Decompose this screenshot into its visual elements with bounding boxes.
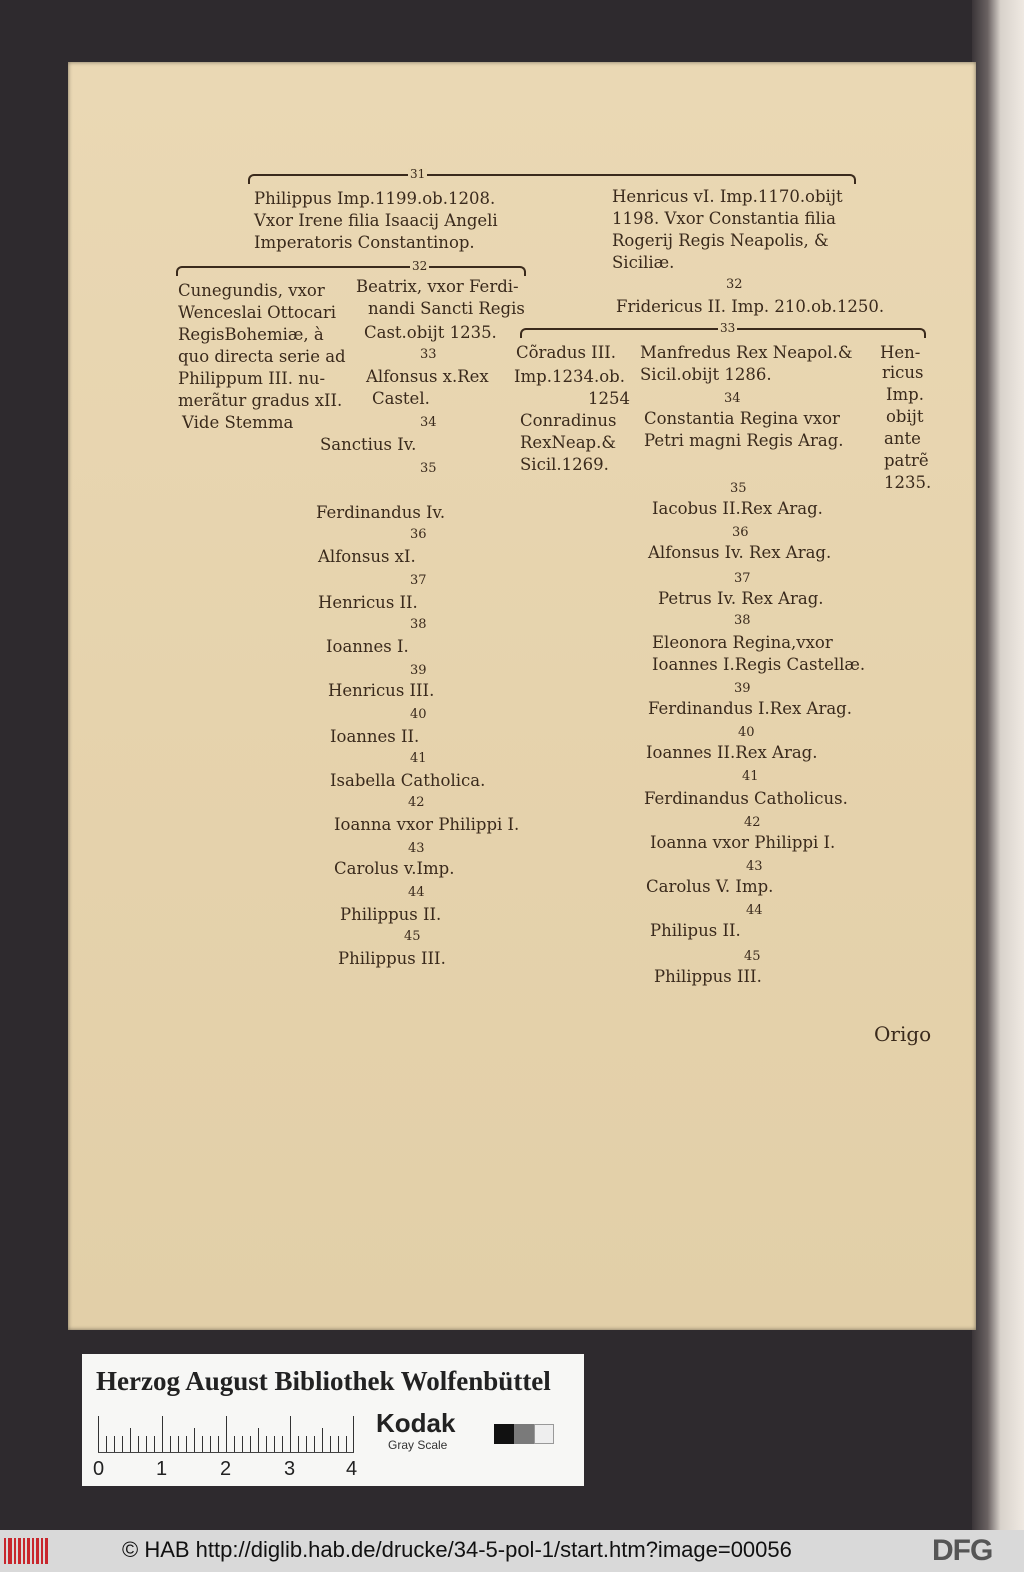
text-line: 1254 [588,389,630,408]
degree-number: 41 [410,751,427,766]
degree-number: 45 [404,929,421,944]
text-line: RegisBohemiæ, à [178,325,324,344]
text-line: obijt [886,407,924,426]
text-line: ricus [882,363,924,382]
ruler-name: Castel. [372,389,430,408]
text-line: 1235. [884,473,932,492]
ruler-name: Ioanna vxor Philippi I. [334,815,520,834]
text-line: Manfredus Rex Neapol.& [640,343,853,362]
text-line: Rogerij Regis Neapolis, & [612,231,829,250]
text-line: merãtur gradus xII. [178,391,343,410]
degree-number: 37 [734,571,751,586]
ruler-name: Ioanna vxor Philippi I. [650,833,836,852]
ruler-name: Carolus V. Imp. [646,877,774,896]
dfg-logo: DFG [932,1534,993,1567]
degree-number: 32 [726,277,743,292]
ruler-name: Petrus Iv. Rex Arag. [658,589,824,608]
ruler-name: Alfonsus x.Rex [366,367,489,386]
ruler-name: Philippus III. [654,967,762,986]
text-line: nandi Sancti Regis [368,299,525,318]
gray-scale-label: Gray Scale [388,1438,448,1452]
degree-number: 42 [408,795,425,810]
degree-number: 39 [734,681,751,696]
ruler-name: Henricus II. [318,593,418,612]
brace-number: 33 [720,321,736,335]
degree-number: 43 [746,859,763,874]
degree-number: 38 [734,613,751,628]
hab-barcode-icon [4,1538,48,1564]
library-name: Herzog August Bibliothek Wolfenbüttel [96,1366,551,1396]
degree-number: 35 [420,461,437,476]
ruler-label: 4 [346,1458,358,1480]
brace-number: 31 [410,167,426,181]
text-line: Philippus Imp.1199.ob.1208. [254,189,496,208]
ruler-name: Ferdinandus Catholicus. [644,789,848,808]
text-line: Vide Stemma [182,413,294,432]
brace-31 [248,174,856,184]
text-line: Imp. [886,385,924,404]
degree-number: 44 [408,885,425,900]
ruler-label: 0 [93,1458,105,1480]
degree-number: 44 [746,903,763,918]
text-line: 1198. Vxor Constantia filia [612,209,836,228]
ruler-name: Eleonora Regina,vxor [652,633,833,652]
ruler-name: Iacobus II.Rex Arag. [652,499,823,518]
degree-number: 40 [738,725,755,740]
ruler-name: Ferdinandus I.Rex Arag. [648,699,852,718]
text-line: Beatrix, vxor Ferdi- [356,277,519,296]
ruler-name: Carolus v.Imp. [334,859,455,878]
ruler-label: 2 [220,1458,232,1480]
text-line: patrẽ [884,451,929,470]
ruler-label: 1 [156,1458,168,1480]
degree-number: 41 [742,769,759,784]
ruler-name: Philipus II. [650,921,741,940]
degree-number: 36 [410,527,427,542]
brace-number: 32 [412,259,428,273]
ruler-name: Philippus III. [338,949,446,968]
text-line: RexNeap.& [520,433,617,452]
text-line: Wenceslai Ottocari [178,303,337,322]
text-line: Conradinus [520,411,617,430]
degree-number: 40 [410,707,427,722]
degree-number: 45 [744,949,761,964]
degree-number: 34 [420,415,437,430]
facing-page-edge [972,0,1024,1540]
text-line: Sicil.1269. [520,455,609,474]
text-line: Petri magni Regis Arag. [644,431,844,450]
text-line: Siciliæ. [612,253,675,272]
ruler-name: Philippus II. [340,905,442,924]
degree-number: 42 [744,815,761,830]
measurement-ruler [98,1416,354,1453]
gray-patch [514,1424,534,1444]
catchword: Origo [874,1022,932,1046]
ruler-name: Henricus III. [328,681,435,700]
text-line: quo directa serie ad [178,347,346,366]
source-url[interactable]: © HAB http://diglib.hab.de/drucke/34-5-pol-1/start.htm?image=00056 [122,1537,792,1562]
ruler-name: Ioannes I.Regis Castellæ. [652,655,866,674]
book-page [68,62,976,1330]
degree-number: 38 [410,617,427,632]
text-line: Sicil.obijt 1286. [640,365,772,384]
ruler-name: Ioannes II.Rex Arag. [646,743,818,762]
ruler-label: 3 [284,1458,296,1480]
library-scale-card [82,1354,584,1486]
degree-number: 36 [732,525,749,540]
brace-32 [176,266,526,276]
text-line: Henricus vI. Imp.1170.obijt [612,187,843,206]
gray-patch [494,1424,514,1444]
text-line: ante [884,429,921,448]
kodak-brand: Kodak [376,1408,456,1438]
text-line: Cõradus III. [516,343,616,362]
ruler-name: Ferdinandus Iv. [316,503,446,522]
degree-number: 43 [408,841,425,856]
text-line: Vxor Irene filia Isaacij Angeli [254,211,498,230]
ruler-name: Isabella Catholica. [330,771,486,790]
ruler-name: Ioannes II. [330,727,420,746]
fridericus-line: Fridericus II. Imp. 210.ob.1250. [616,297,885,316]
text-line: Constantia Regina vxor [644,409,840,428]
ruler-name: Alfonsus Iv. Rex Arag. [648,543,832,562]
degree-number: 39 [410,663,427,678]
footer-bar [0,1530,1024,1572]
text-line: Cunegundis, vxor [178,281,325,300]
degree-number: 33 [420,347,437,362]
degree-number: 37 [410,573,427,588]
text-line: Cast.obijt 1235. [364,323,497,342]
degree-number: 34 [724,391,741,406]
gray-patch [534,1424,554,1444]
text-line: Hen- [880,343,921,362]
text-line: Imperatoris Constantinop. [254,233,475,252]
degree-number: 35 [730,481,747,496]
ruler-name: Sanctius Iv. [320,435,417,454]
text-line: Philippum III. nu- [178,369,326,388]
ruler-name: Alfonsus xI. [318,547,416,566]
ruler-name: Ioannes I. [326,637,409,656]
text-line: Imp.1234.ob. [514,367,625,386]
